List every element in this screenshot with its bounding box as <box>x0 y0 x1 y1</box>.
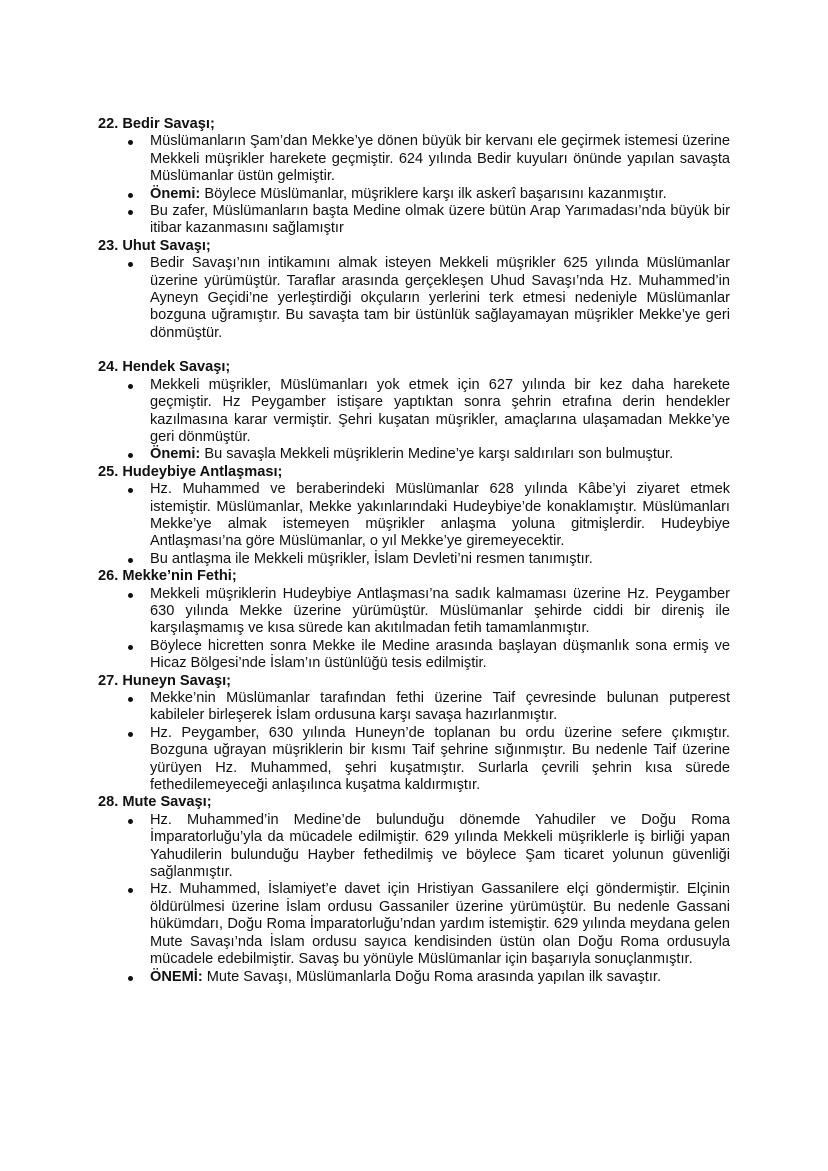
list-item: Bu zafer, Müslümanların başta Medine olmak üzere bütün Arap Yarımadası’nda büyük bir itibar kazanmasını sağlamıştır <box>150 203 730 237</box>
item-label: Önemi: <box>150 185 201 202</box>
bullet-list <box>98 812 730 986</box>
document-page <box>98 116 730 986</box>
list-item: Müslümanların Şam’dan Mekke’ye dönen büyük bir kervanı ele geçirmek istemesi üzerine Mekkeli müşrikler harekete geçmiştir. 624 yılında Bedir kuyuları önünde yapılan savaşta Müslümanlar üstün gelmiştir. <box>150 133 730 185</box>
list-item: Hz. Muhammed ve beraberindeki Müslümanlar 628 yılında Kâbe’yi ziyaret etmek istemiştir. Müslümanlar, Mekke yakınlarındaki Hudeybiye’de konaklamıştır. Müslümanları Mekke’ye almak istemeyen müşrikler anlaşma yoluna gitmişlerdir. Hudeybiye Antlaşması’na göre Müslümanlar, o yıl Mekke’ye giremeyecektir. <box>150 481 730 550</box>
list-item: Mekke’nin Müslümanlar tarafından fethi üzerine Taif çevresinde bulunan putperest kabileler birleşerek İslam ordusuna karşı savaşa hazırlanmıştır. <box>150 690 730 724</box>
section-heading: 25. Hudeybiye Antlaşması; <box>98 463 283 480</box>
section-hudeybiye <box>98 464 730 568</box>
section-heading: 27. Huneyn Savaşı; <box>98 672 232 689</box>
section-heading: 23. Uhut Savaşı; <box>98 237 211 254</box>
list-item: Hz. Muhammed, İslamiyet’e davet için Hristiyan Gassanilere elçi göndermiştir. Elçinin öldürülmesi üzerine İslam ordusu Gassaniler üzerine yürümüştür. Bu nedenle Gassani hükümdarı, Doğu Roma İmparatorluğu’ndan yardım istemiştir. 629 yılında meydana gelen Mute Savaşı’nda İslam ordusu sayıca kendisinden üstün olan Doğu Roma ordusuyla mücadele edebilmiştir. Savaş bu yönüyle Müslümanlar için başarıyla sonuçlanmıştır. <box>150 881 730 968</box>
bullet-list <box>98 133 730 237</box>
list-item: Mekkeli müşriklerin Hudeybiye Antlaşması’na sadık kalmaması üzerine Hz. Peygamber 630 yılında Mekke üzerine yürümüştür. Müslümanlar şehirde ciddi bir direniş ile karşılaşmamış ve kısa sürede kan akıtılmadan fetih tamamlanmıştır. <box>150 585 730 637</box>
section-hendek <box>98 359 730 463</box>
section-uhut <box>98 238 730 342</box>
section-heading: 28. Mute Savaşı; <box>98 794 212 811</box>
section-bedir <box>98 116 730 238</box>
section-mute <box>98 794 730 985</box>
list-item: Hz. Muhammed’in Medine’de bulunduğu dönemde Yahudiler ve Doğu Roma İmparatorluğu’yla da mücadele edilmiştir. 629 yılında Mekkeli müşriklerle iş birliği yapan Yahudilerin bulunduğu Hayber fethedilmiş ve böylece Şam ticaret yolunun güvenliği sağlanmıştır. <box>150 811 730 881</box>
spacer <box>98 342 730 359</box>
section-mekke-fethi <box>98 568 730 672</box>
list-item: Böylece hicretten sonra Mekke ile Medine arasında başlayan düşmanlık sona ermiş ve Hicaz Bölgesi’nde İslam’ın üstünlüğü tesis edilmiştir. <box>150 637 730 672</box>
list-item: ÖNEMİ: Mute Savaşı, Müslümanlarla Doğu Roma arasında yapılan ilk savaştır. <box>150 968 661 985</box>
bullet-list <box>98 255 730 342</box>
section-heading: 22. Bedir Savaşı; <box>98 116 215 132</box>
bullet-list <box>98 690 730 794</box>
bullet-list <box>98 377 730 464</box>
list-item: Bu antlaşma ile Mekkeli müşrikler, İslam Devleti’ni resmen tanımıştır. <box>150 550 593 567</box>
list-item: Hz. Peygamber, 630 yılında Huneyn’de toplanan bu ordu üzerine sefere çıkmıştır. Bozguna uğrayan müşriklerin bir kısmı Taif şehrine sığınmıştır. Bu nedenle Taif üzerine yürüyen Hz. Muhammed, şehri kuşatmıştır. Surlarla çevrili şehrin kısa sürede fethedilemeyeceği anlaşılınca kuşatma kaldırmıştır. <box>150 724 730 794</box>
bullet-list <box>98 481 730 568</box>
bullet-list <box>98 586 730 673</box>
list-item: Önemi: Bu savaşla Mekkeli müşriklerin Medine’ye karşı saldırıları son bulmuştur. <box>150 446 674 463</box>
section-huneyn <box>98 673 730 795</box>
item-label: Önemi: <box>150 446 201 463</box>
list-item: Bedir Savaşı’nın intikamını almak isteyen Mekkeli müşrikler 625 yılında Müslümanlar üzerine yürümüştür. Taraflar arasında gerçekleşen Uhud Savaşı’nda Hz. Muhammed’in Ayneyn Geçidi’ne yerleştirdiği okçuların yerlerini terk etmesi nedeniyle Müslümanlar bozguna uğramıştır. Bu savaşta tam bir üstünlük sağlayamayan müşrikler Mekke’ye geri dönmüştür. <box>150 255 730 341</box>
section-heading: 26. Mekke’nin Fethi; <box>98 568 237 585</box>
section-heading: 24. Hendek Savaşı; <box>98 359 231 376</box>
list-item: Önemi: Böylece Müslümanlar, müşriklere karşı ilk askerî başarısını kazanmıştır. <box>150 185 667 202</box>
list-item: Mekkeli müşrikler, Müslümanları yok etmek için 627 yılında bir kez daha harekete geçmiştir. Hz Peygamber istişare yaptıktan sonra şehrin etrafına derin hendekler kazılmasına karar vermiştir. Şehri kuşatan müşrikler, amaçlarına ulaşamadan Mekke’ye geri dönmüştür. <box>150 376 730 445</box>
item-label: ÖNEMİ: <box>150 968 203 985</box>
